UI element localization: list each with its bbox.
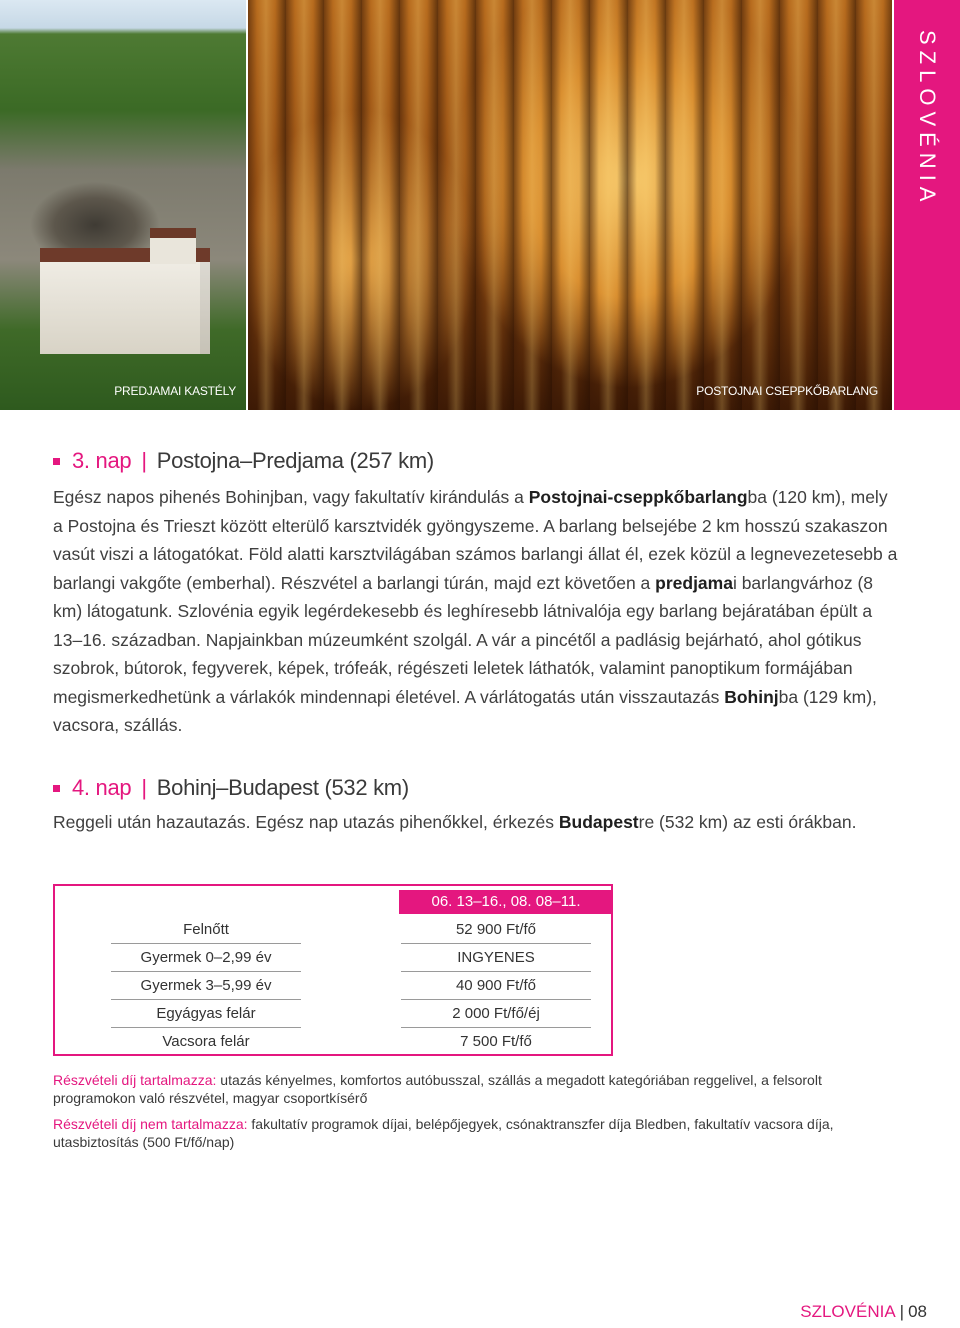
price-row-label: Egyágyas felár [111, 1000, 301, 1028]
country-side-label: SZLOVÉNIA [915, 30, 940, 208]
day3-bold-postojna: Postojnai-cseppkőbarlang [528, 487, 748, 507]
day4-text-1: Reggeli után hazautazás. Egész nap utazás pihenőkkel, érkezés [53, 812, 559, 832]
day4-description [53, 808, 898, 837]
price-row-value: 40 900 Ft/fő [401, 972, 591, 1000]
day3-description [53, 483, 898, 740]
footer-separator: | [899, 1302, 905, 1321]
price-row-value: 52 900 Ft/fő [401, 916, 591, 944]
day3-title: Postojna–Predjama (257 km) [156, 448, 434, 473]
bullet-square-icon [53, 458, 60, 465]
day3-heading [53, 448, 434, 474]
day3-paragraph [53, 483, 898, 740]
included-label: Részvételi díj tartalmazza: [53, 1072, 217, 1088]
price-row-label: Vacsora felár [162, 1033, 250, 1050]
excluded-text: fakultatív programok díjai, belépőjegyek, csónaktranszfer díja Bledben, fakultatív vacsora díja, utasbiztosítás (500 Ft/fő/nap) [53, 1116, 834, 1150]
table-row [55, 944, 611, 972]
country-side-tab [894, 0, 960, 410]
castle-wall [40, 262, 210, 354]
excluded-label: Részvételi díj nem tartalmazza: [53, 1116, 248, 1132]
day3-text-4: ba (129 km), vacsora, szállás. [53, 686, 877, 735]
footer-country: SZLOVÉNIA [800, 1302, 896, 1321]
day4-number: 4. nap [72, 775, 132, 800]
price-table-date-header: 06. 13–16., 08. 08–11. [399, 890, 613, 914]
castle-photo-caption: PREDJAMAI KASTÉLY [114, 384, 236, 398]
excluded-note [53, 1115, 898, 1151]
price-row-label: Felnőtt [111, 916, 301, 944]
day4-bold-budapest: Budapest [558, 812, 639, 832]
castle-tower [150, 228, 196, 264]
included-text: utazás kényelmes, komfortos autóbusszal, szállás a megadott kategóriában reggelivel, a felsorolt programokon való részvétel, magyar csoportkísérő [53, 1072, 822, 1106]
day4-separator: | [141, 775, 147, 800]
price-row-label: Gyermek 0–2,99 év [111, 944, 301, 972]
day3-bold-bohinj: Bohinj [724, 686, 779, 707]
bullet-square-icon [53, 785, 60, 792]
day4-paragraph [53, 808, 898, 837]
day3-text-1: Egész napos pihenés Bohinjban, vagy fakultatív kirándulás a [53, 487, 529, 507]
price-table [53, 884, 613, 1056]
table-row [55, 1028, 611, 1056]
postojna-cave-photo [248, 0, 892, 410]
day3-text-2: ba (120 km), mely a Postojna és Trieszt között elterülő karsztvidék gyöngyszeme. A barlang belsejébe 2 km hosszú szakaszon vasút viszi a látogatókat. Föld alatti karsztvilágában számos barlangi állat él, ezek közül a legnevezetesebb a barlangi vakgőte (emberhal). Részvétel a barlangi túrán, majd ezt követően a [53, 487, 898, 593]
day4-title: Bohinj–Budapest (532 km) [156, 775, 409, 800]
page-footer [800, 1302, 927, 1322]
included-note [53, 1071, 898, 1107]
day3-bold-predjama: predjama [655, 572, 733, 593]
table-row [55, 916, 611, 944]
day4-text-2: re (532 km) az esti órákban. [638, 812, 857, 832]
page-number: 08 [908, 1302, 927, 1321]
day3-text-3: i barlangvárhoz (8 km) látogatunk. Szlovénia egyik legérdekesebb és leghíresebb látnivalója egy barlang bejáratában épült a 13–16. században. Napjainkban múzeumként szolgál. A vár a pincétől a padlásig bejárható, ahol gótikus szobrok, bútorok, fegyverek, képek, trófeák, régészeti leletek láthatók, valamint panoptikum formájában megismerkedhetünk a várlakók mindennapi életével. A várlátogatás után visszautazás [53, 572, 874, 707]
cave-photo-caption: POSTOJNAI CSEPPKŐBARLANG [696, 384, 878, 398]
predjama-castle-photo [0, 0, 246, 410]
day3-separator: | [141, 448, 147, 473]
day4-heading [53, 775, 409, 801]
day3-number: 3. nap [72, 448, 132, 473]
table-row [55, 1000, 611, 1028]
table-row [55, 972, 611, 1000]
price-row-value: 7 500 Ft/fő [460, 1033, 532, 1050]
price-row-value: 2 000 Ft/fő/éj [401, 1000, 591, 1028]
price-row-label: Gyermek 3–5,99 év [111, 972, 301, 1000]
price-row-value: INGYENES [401, 944, 591, 972]
